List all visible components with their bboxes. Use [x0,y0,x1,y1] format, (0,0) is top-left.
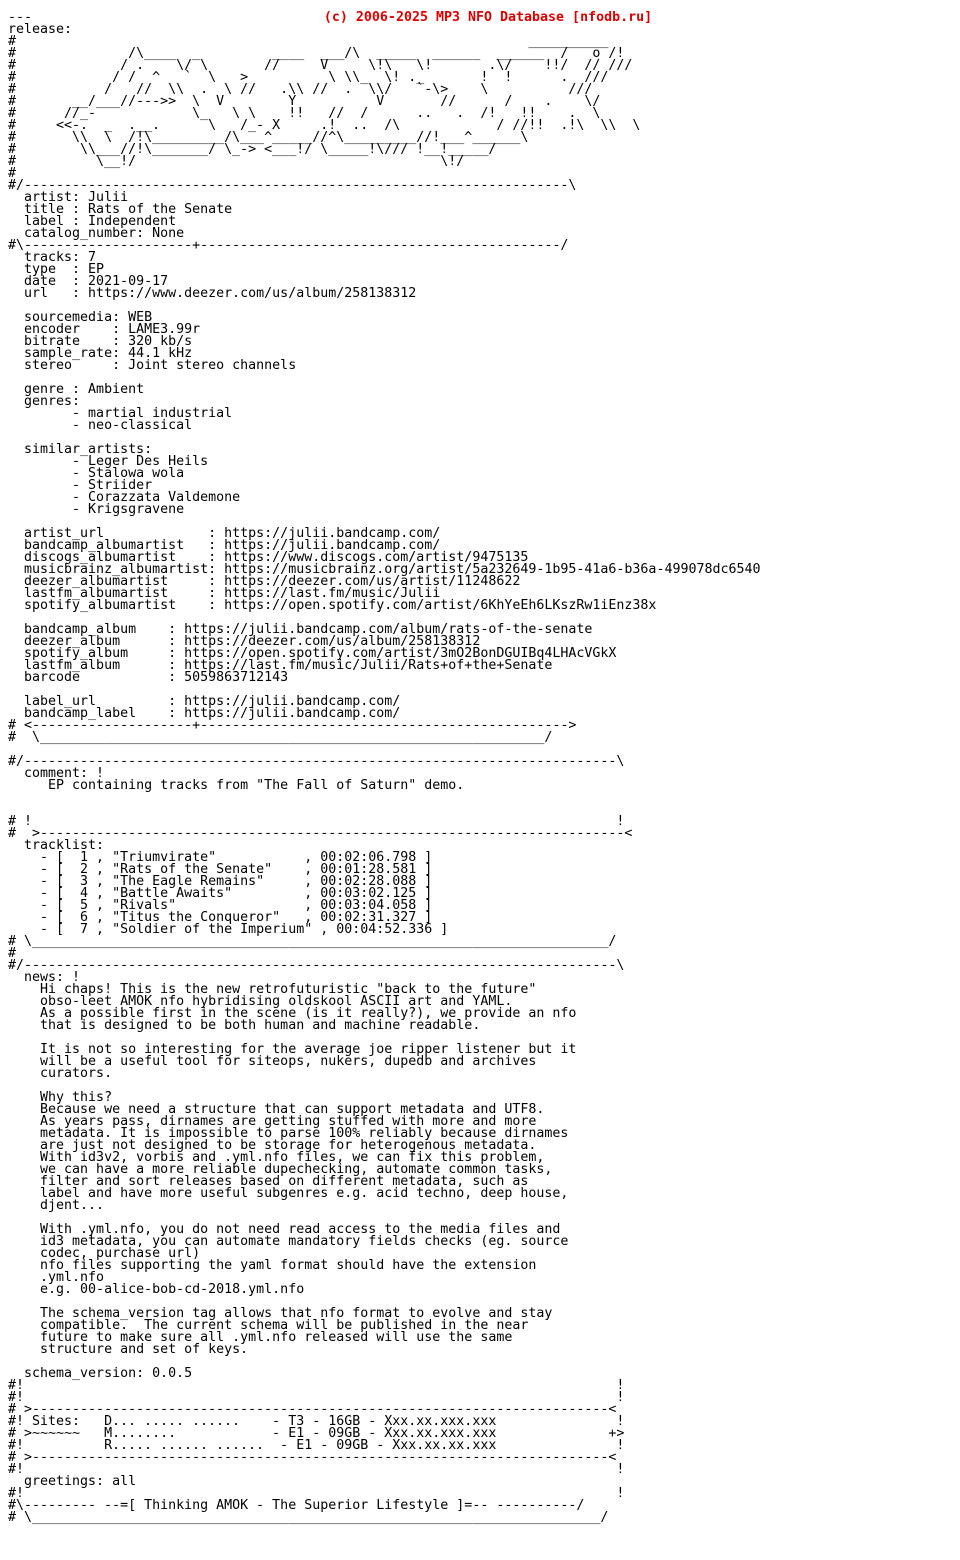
nfo-line: # //_- \_ \ \ !! // / .. . /! !! . \ [8,106,601,121]
nfo-line: # >------------------------------------------------------------------------< [8,1402,617,1417]
nfo-link-line[interactable]: spotify_album : https://open.spotify.com/artist/3mO2BonDGUIBq4LHAcVGkX [8,646,617,661]
nfo-line: # [8,946,17,961]
nfo-line: # >-------------------------------------------------------------------------< [8,826,633,841]
nfo-line: greetings: all [8,1474,137,1489]
nfo-line: tracks: 7 [8,250,97,265]
nfo-line: bitrate : 320 kb/s [8,334,193,349]
nfo-line: # \_______________________________________________________________________/ [8,1510,609,1525]
nfo-line: # /\____ _ ____ ___/\ _____ ______ ______ / o /! [8,46,625,61]
nfo-line: - [ 2 , "Rats of the Senate" , 00:01:28.581 ] [8,862,433,877]
nfo-line: # <<-. _ .__. \ /_- X .! .. /\ / //!! .!\ \\ \ [8,118,641,133]
nfo-line: metadata. It is impossible to parse 100% reliably because dirnames [8,1126,569,1141]
nfo-line: - [ 1 , "Triumvirate" , 00:02:06.798 ] [8,850,433,865]
nfo-line: type : EP [8,262,105,277]
nfo-line [8,792,960,804]
nfo-line: that is designed to be both human and machine readable. [8,1018,481,1033]
site-header [0,0,960,25]
nfo-link-line[interactable]: bandcamp_album : https://julii.bandcamp.com/album/rats-of-the-senate [8,622,593,637]
nfo-line: similar_artists: [8,442,153,457]
nfo-line: #! ! [8,1390,625,1405]
nfo-document [0,12,960,1524]
nfo-line: curators. [8,1066,113,1081]
nfo-line: #\---------------------+---------------------------------------------/ [8,238,569,253]
nfo-line: comment: ! [8,766,105,781]
nfo-line: future to make sure all .yml.nfo released will use the same [8,1330,513,1345]
nfo-line: stereo : Joint stereo channels [8,358,297,373]
nfo-link-line[interactable]: musicbrainz_albumartist: https://musicbrainz.org/artist/5a232649-1b95-41a6-b36a-499078dc6540 [8,562,761,577]
nfo-line: structure and set of keys. [8,1342,249,1357]
nfo-line: id3 metadata, you can automate mandatory fields checks (eg. source [8,1234,569,1249]
nfo-line: #! ! [8,1378,625,1393]
nfo-line: - [ 5 , "Rivals" , 00:03:04.058 ] [8,898,433,913]
nfo-line: #! Sites: D... ..... ...... - T3 - 16GB - Xxx.xx.xxx.xxx ! [8,1414,625,1429]
nfo-line: # >~~~~~~ M........ - E1 - 09GB - Xxx.xx.xxx.xxx +> [8,1426,625,1441]
nfo-line: # \\___//!\_______/ \_-> <___!/ \_____!\/// !__!_____/ [8,142,497,157]
nfo-line: .yml.nfo [8,1270,105,1285]
nfo-link-line[interactable]: artist_url : https://julii.bandcamp.com/ [8,526,441,541]
site-copyright-link[interactable]: (c) 2006-2025 MP3 NFO Database [nfodb.ru] [323,10,653,25]
nfo-line: # __________ [8,34,609,49]
nfo-line [8,372,960,384]
nfo-line: Because we need a structure that can support metadata and UTF8. [8,1102,545,1117]
nfo-line: tracklist: [8,838,105,853]
nfo-line: #/--------------------------------------------------------------------------\ [8,958,625,973]
nfo-line: news: ! [8,970,81,985]
nfo-line [8,1080,960,1092]
nfo-line: # ! ! [8,814,625,829]
nfo-line: release: [8,22,73,37]
nfo-line: compatible. The current schema will be published in the near [8,1318,529,1333]
nfo-line: With .yml.nfo, you do not need read access to the media files and [8,1222,561,1237]
nfo-line: # >------------------------------------------------------------------------< [8,1450,617,1465]
nfo-line: - martial industrial [8,406,233,421]
nfo-line: - [ 6 , "Titus the Conqueror" , 00:02:31.327 ] [8,910,433,925]
nfo-line: barcode : 5059863712143 [8,670,289,685]
nfo-line: date : 2021-09-17 [8,274,169,289]
nfo-line: filter and sort releases based on different metadata, such as [8,1174,529,1189]
nfo-line: # \________________________________________________________________________/ [8,934,617,949]
nfo-line: Why this? [8,1090,113,1105]
nfo-line: are just not designed to be storage for heterogenous metadata. [8,1138,537,1153]
nfo-link-line[interactable]: bandcamp_label : https://julii.bandcamp.com/ [8,706,401,721]
nfo-line: # / . \/ \ // V \!\ \! .\/ !!/ // /// [8,58,633,73]
nfo-line: - [ 7 , "Soldier of the Imperium" , 00:04:52.336 ] [8,922,449,937]
nfo-line: - neo-classical [8,418,193,433]
nfo-line: nfo files supporting the yaml format should have the extension [8,1258,537,1273]
nfo-line: encoder : LAME3.99r [8,322,201,337]
nfo-line: - Corazzata Valdemone [8,490,241,505]
nfo-line: # \\ \ /!\_________/\___^_____//^\_________//!___^______\ [8,130,529,145]
nfo-line: # __/___//--->> \ V Y V // / . \/ [8,94,601,109]
nfo-line: djent... [8,1198,105,1213]
nfo-line: - [ 3 , "The Eagle Remains" , 00:02:28.088 ] [8,874,433,889]
nfo-line: As a possible first in the scene (is it really?), we provide an nfo [8,1006,577,1021]
nfo-line: # [8,166,17,181]
nfo-line: It is not so interesting for the average joe ripper listener but it [8,1042,577,1057]
nfo-line: - Striider [8,478,153,493]
nfo-link-line[interactable]: spotify_albumartist : https://open.spotify.com/artist/6KhYeEh6LKszRw1iEnz38x [8,598,657,613]
nfo-line: artist: Julii [8,190,129,205]
nfo-line: --- [8,10,33,25]
nfo-line: #/--------------------------------------------------------------------\ [8,178,577,193]
nfo-line: schema_version: 0.0.5 [8,1366,193,1381]
nfo-line: e.g. 00-alice-bob-cd-2018.yml.nfo [8,1282,305,1297]
nfo-link-line[interactable]: bandcamp_albumartist : https://julii.bandcamp.com/ [8,538,441,553]
nfo-line: label and have more useful subgenres e.g. acid techno, deep house, [8,1186,569,1201]
nfo-line: With id3v2, vorbis and .yml.nfo files, we can fix this problem, [8,1150,545,1165]
nfo-line: we can have a more reliable dupechecking, automate common tasks, [8,1162,553,1177]
nfo-line: The schema_version tag allows that nfo format to evolve and stay [8,1306,553,1321]
nfo-line: label : Independent [8,214,177,229]
nfo-line: # / // \\ . \ // .\\ // . \\/ `-\> \ /// [8,82,593,97]
nfo-line: - [ 4 , "Battle Awaits" , 00:03:02.125 ] [8,886,433,901]
nfo-link-line[interactable]: url : https://www.deezer.com/us/album/258138312 [8,286,417,301]
nfo-line: sourcemedia: WEB [8,310,153,325]
nfo-line: # / / ^ ` \ > \ \\_ \! ._ ! ! . /// [8,70,609,85]
nfo-line: #! ! [8,1462,625,1477]
nfo-line: - Krigsgravene [8,502,185,517]
nfo-line: codec, purchase url) [8,1246,201,1261]
nfo-line: As years pass, dirnames are getting stuffed with more and more [8,1114,537,1129]
nfo-line: # \__!/ \!/ [8,154,465,169]
nfo-line: sample_rate: 44.1 kHz [8,346,193,361]
nfo-link-line[interactable]: label_url : https://julii.bandcamp.com/ [8,694,401,709]
nfo-line: will be a useful tool for siteops, nukers, dupedb and archives [8,1054,537,1069]
nfo-line: #! ! [8,1486,625,1501]
nfo-line: #\--------- --=[ Thinking AMOK - The Superior Lifestyle ]=-- ----------/ [8,1498,585,1513]
nfo-line: title : Rats of the Senate [8,202,233,217]
nfo-line: obso-leet AMOK nfo hybridising oldskool ASCII art and YAML. [8,994,513,1009]
nfo-line: genre : Ambient [8,382,145,397]
nfo-line: #/--------------------------------------------------------------------------\ [8,754,625,769]
nfo-line: genres: [8,394,81,409]
nfo-link-line[interactable]: discogs_albumartist : https://www.discogs.com/artist/9475135 [8,550,529,565]
nfo-line: # \_______________________________________________________________/ [8,730,553,745]
nfo-line: # <--------------------+----------------------------------------------> [8,718,577,733]
nfo-line: catalog_number: None [8,226,185,241]
nfo-link-line[interactable]: deezer_albumartist : https://deezer.com/us/artist/11248622 [8,574,521,589]
nfo-link-line[interactable]: deezer_album : https://deezer.com/us/album/258138312 [8,634,481,649]
nfo-line: - Stalowa wola [8,466,185,481]
nfo-line: #! R..... ...... ...... - E1 - 09GB - Xxx.xx.xx.xxx ! [8,1438,625,1453]
nfo-line: - Leger Des Heils [8,454,209,469]
nfo-link-line[interactable]: lastfm_album : https://last.fm/music/Julii/Rats+of+the+Senate [8,658,553,673]
nfo-link-line[interactable]: lastfm_albumartist : https://last.fm/music/Julii [8,586,441,601]
nfo-line: EP containing tracks from "The Fall of Saturn" demo. [8,778,465,793]
nfo-line: Hi chaps! This is the new retrofuturistic "back to the future" [8,982,537,997]
